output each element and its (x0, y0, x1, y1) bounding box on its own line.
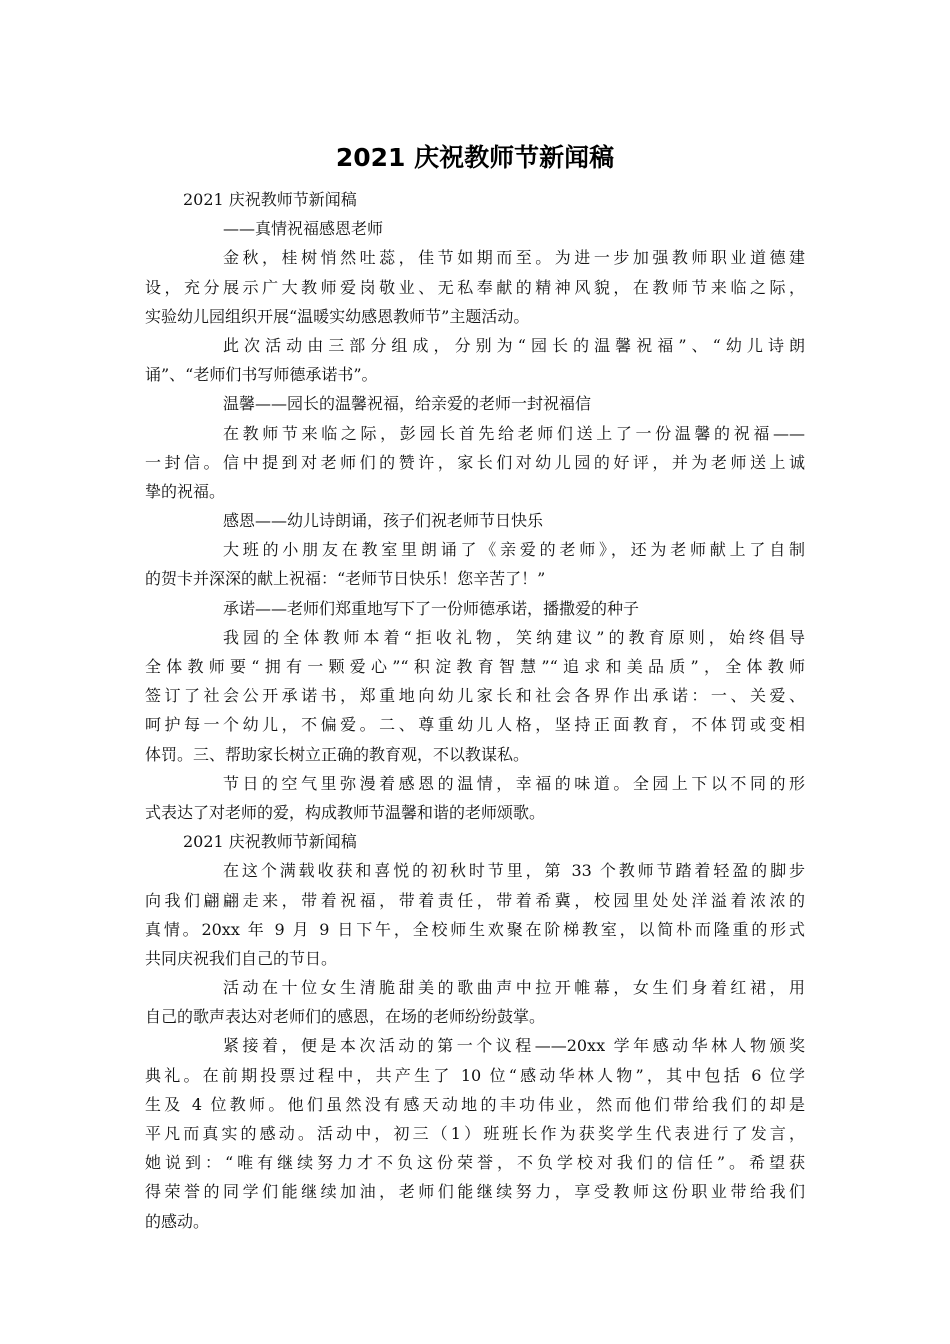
section-heading: 2021 庆祝教师节新闻稿 (183, 832, 357, 852)
subheading-line: 承诺——老师们郑重地写下了一份师德承诺，播撒爱的种子 (223, 598, 640, 618)
paragraph-line: 的贺卡并深深的献上祝福：“老师节日快乐！您辛苦了！” (145, 569, 546, 589)
paragraph-line: 真情。20xx 年 9 月 9 日下午，全校师生欢聚在阶梯教室，以简朴而隆重的形式 (145, 919, 805, 939)
paragraph-line: 大班的小朋友在教室里朗诵了《亲爱的老师》，还为老师献上了自制 (223, 540, 805, 560)
paragraph-line: 全体教师要“拥有一颗爱心”“积淀教育智慧”“追求和美品质”，全体教师 (145, 657, 805, 676)
paragraph-line: 平凡而真实的感动。活动中，初三（1）班班长作为获奖学生代表进行了发言， (145, 1124, 805, 1143)
paragraph-line: 实验幼儿园组织开展“温暖实幼感恩教师节”主题活动。 (145, 306, 530, 326)
paragraph-line: 她说到：“唯有继续努力才不负这份荣誉，不负学校对我们的信任”。希望获 (145, 1153, 805, 1173)
paragraph-line: 共同庆祝我们自己的节日。 (145, 948, 338, 968)
paragraph-line: 紧接着，便是本次活动的第一个议程——20xx 学年感动华林人物颁奖 (223, 1036, 805, 1056)
paragraph-line: 金秋，桂树悄然吐蕊，佳节如期而至。为进一步加强教师职业道德建 (223, 248, 805, 268)
paragraph-line: 呵护每一个幼儿，不偏爱。二、尊重幼儿人格，坚持正面教育，不体罚或变相 (145, 715, 805, 735)
paragraph-line: 得荣誉的同学们能继续加油，老师们能继续努力，享受教师这份职业带给我们 (145, 1182, 805, 1202)
paragraph-line: 的感动。 (145, 1211, 210, 1231)
paragraph-line: 一封信。信中提到对老师们的赞许，家长们对幼儿园的好评，并为老师送上诚 (145, 452, 805, 472)
paragraph-line: 节日的空气里弥漫着感恩的温情，幸福的味道。全园上下以不同的形 (223, 773, 805, 793)
paragraph-line: 向我们翩翩走来，带着祝福，带着责任，带着希冀，校园里处处洋溢着浓浓的 (145, 890, 805, 910)
paragraph-line: 设，充分展示广大教师爱岗敬业、无私奉献的精神风貌，在教师节来临之际， (145, 277, 805, 297)
paragraph-line: 在教师节来临之际，彭园长首先给老师们送上了一份温馨的祝福—— (223, 423, 805, 443)
paragraph-line: 签订了社会公开承诺书，郑重地向幼儿家长和社会各界作出承诺：一、关爱、 (145, 686, 805, 706)
document-body (145, 185, 805, 1236)
paragraph-line: 在这个满载收获和喜悦的初秋时节里，第 33 个教师节踏着轻盈的脚步 (223, 861, 805, 881)
paragraph-line: 体罚。三、帮助家长树立正确的教育观，不以教谋私。 (145, 744, 530, 764)
paragraph-line: 式表达了对老师的爱，构成教师节温馨和谐的老师颂歌。 (145, 802, 546, 822)
paragraph-line: 活动在十位女生清脆甜美的歌曲声中拉开帷幕，女生们身着红裙，用 (223, 978, 805, 998)
paragraph-line: 诵”、“老师们书写师德承诺书”。 (145, 365, 378, 385)
subheading-line: 感恩——幼儿诗朗诵，孩子们祝老师节日快乐 (223, 511, 544, 531)
section-heading: 2021 庆祝教师节新闻稿 (183, 190, 357, 209)
subheading-line: 温馨——园长的温馨祝福，给亲爱的老师一封祝福信 (223, 394, 592, 414)
paragraph-line: 我园的全体教师本着“拒收礼物，笑纳建议”的教育原则，始终倡导 (223, 627, 805, 647)
document-title: 2021 庆祝教师节新闻稿 (335, 143, 615, 172)
paragraph-line: 典礼。在前期投票过程中，共产生了 10 位“感动华林人物”，其中包括 6 位学 (145, 1065, 805, 1085)
paragraph-line: 挚的祝福。 (145, 481, 226, 501)
paragraph-line: 生及 4 位教师。他们虽然没有感天动地的丰功伟业，然而他们带给我们的却是 (145, 1094, 805, 1114)
paragraph-line: 此次活动由三部分组成，分别为“园长的温馨祝福”、“幼儿诗朗 (223, 335, 805, 355)
paragraph-line: 自己的歌声表达对老师们的感恩，在场的老师纷纷鼓掌。 (145, 1007, 546, 1027)
subtitle-line: ——真情祝福感恩老师 (223, 219, 384, 239)
